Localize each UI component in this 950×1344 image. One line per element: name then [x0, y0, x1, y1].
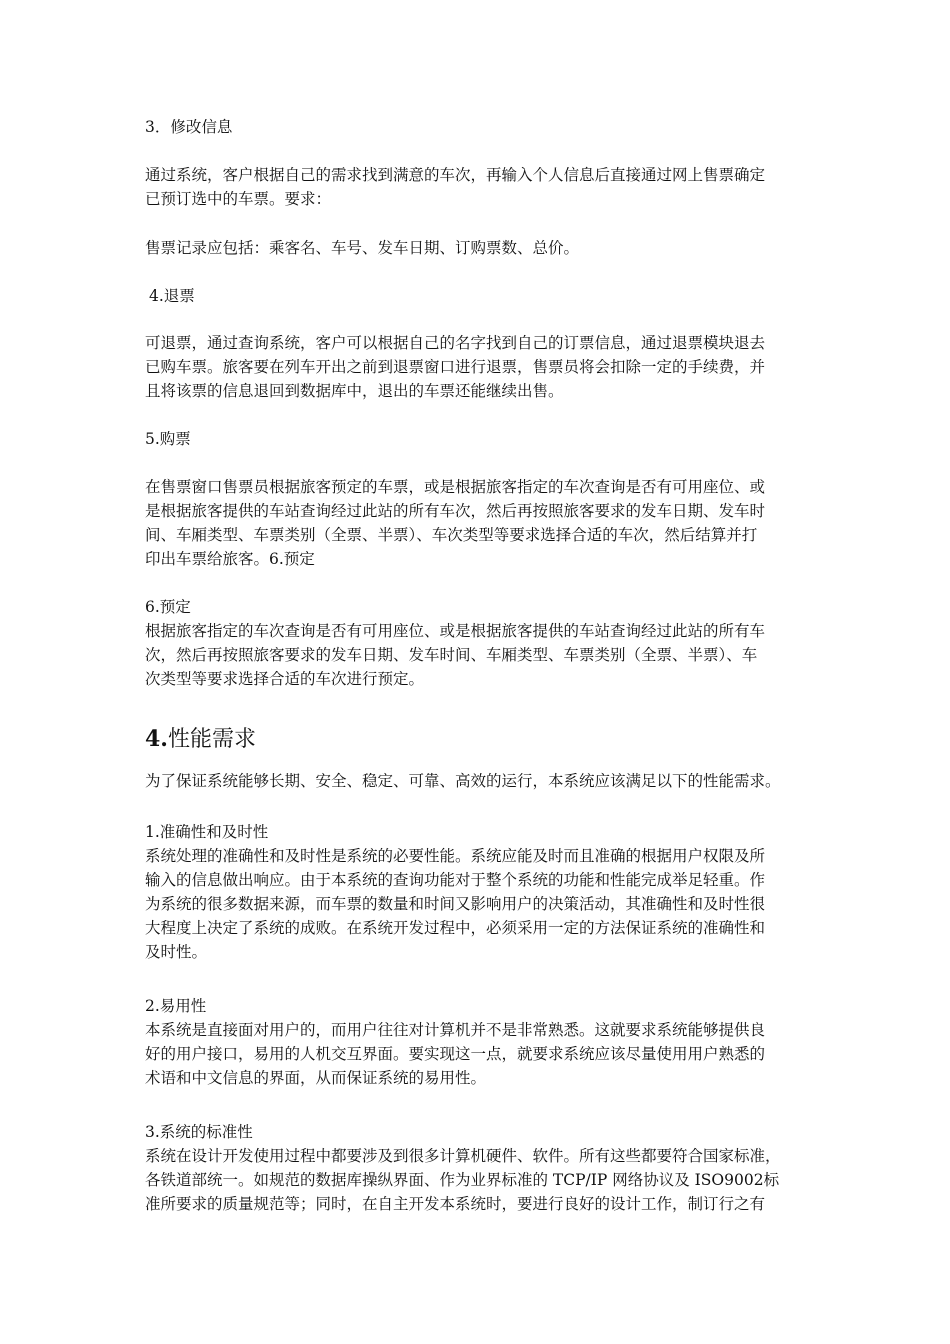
paragraph-line: 好的用户接口，易用的人机交互界面。要实现这一点，就要求系统应该尽量使用用户熟悉的 [145, 1045, 766, 1063]
paragraph-line: 是根据旅客提供的车站查询经过此站的所有车次，然后再按照旅客要求的发车日期、发车时 [145, 502, 766, 520]
paragraph-line: 次类型等要求选择合适的车次进行预定。 [145, 670, 425, 688]
paragraph-line: 为系统的很多数据来源，而车票的数量和时间又影响用户的决策活动，其准确性和及时性很 [145, 895, 766, 913]
heading-performance [145, 725, 256, 754]
paragraph-line: 大程度上决定了系统的成败。在系统开发过程中，必须采用一定的方法保证系统的准确性和 [145, 919, 766, 937]
paragraph-line: 系统处理的准确性和及时性是系统的必要性能。系统应能及时而且准确的根据用户权限及所 [145, 847, 766, 865]
paragraph-line: 售票记录应包括：乘客名、车号、发车日期、订购票数、总价。 [145, 239, 580, 257]
paragraph-line: 准所要求的质量规范等；同时，在自主开发本系统时，要进行良好的设计工作，制订行之有 [145, 1195, 766, 1213]
subsection-title-accuracy: 1.准确性和及时性 [145, 823, 269, 841]
heading-number: 4. [145, 726, 168, 752]
paragraph-line: 系统在设计开发使用过程中都要涉及到很多计算机硬件、软件。所有这些都要符合国家标准， [145, 1147, 781, 1165]
paragraph-line: 已预订选中的车票。要求： [145, 190, 332, 208]
section-title-reserve: 6.预定 [145, 598, 191, 616]
paragraph-line: 可退票，通过查询系统，客户可以根据自己的名字找到自己的订票信息，通过退票模块退去 [145, 334, 766, 352]
paragraph-line: 输入的信息做出响应。由于本系统的查询功能对于整个系统的功能和性能完成举足轻重。作 [145, 871, 766, 889]
paragraph-line: 已购车票。旅客要在列车开出之前到退票窗口进行退票，售票员将会扣除一定的手续费，并 [145, 358, 766, 376]
paragraph-line: 印出车票给旅客。6.预定 [145, 550, 315, 568]
subsection-title-standards: 3.系统的标准性 [145, 1123, 253, 1141]
heading-text: 性能需求 [167, 727, 256, 752]
section-title-refund: 4.退票 [149, 287, 195, 305]
paragraph-line: 根据旅客指定的车次查询是否有可用座位、或是根据旅客提供的车站查询经过此站的所有车 [145, 622, 766, 640]
paragraph-line: 为了保证系统能够长期、安全、稳定、可靠、高效的运行，本系统应该满足以下的性能需求。 [145, 772, 781, 790]
section-title-purchase: 5.购票 [145, 430, 191, 448]
paragraph-line: 在售票窗口售票员根据旅客预定的车票，或是根据旅客指定的车次查询是否有可用座位、或 [145, 478, 766, 496]
subsection-title-usability: 2.易用性 [145, 997, 207, 1015]
paragraph-line: 次，然后再按照旅客要求的发车日期、发车时间、车厢类型、车票类别（全票、半票）、车 [145, 646, 758, 664]
paragraph-line: 本系统是直接面对用户的，而用户往往对计算机并不是非常熟悉。这就要求系统能够提供良 [145, 1021, 766, 1039]
section-title-modify-info: 3．修改信息 [145, 118, 233, 136]
paragraph-line: 间、车厢类型、车票类别（全票、半票）、车次类型等要求选择合适的车次，然后结算并打 [145, 526, 758, 544]
paragraph-line: 且将该票的信息退回到数据库中，退出的车票还能继续出售。 [145, 382, 564, 400]
paragraph-line: 术语和中文信息的界面，从而保证系统的易用性。 [145, 1069, 487, 1087]
paragraph-line: 各铁道部统一。如规范的数据库操纵界面、作为业界标准的 TCP/IP 网络协议及 ISO9002标 [145, 1171, 780, 1189]
paragraph-line: 通过系统，客户根据自己的需求找到满意的车次，再输入个人信息后直接通过网上售票确定 [145, 166, 766, 184]
paragraph-line: 及时性。 [145, 943, 208, 961]
